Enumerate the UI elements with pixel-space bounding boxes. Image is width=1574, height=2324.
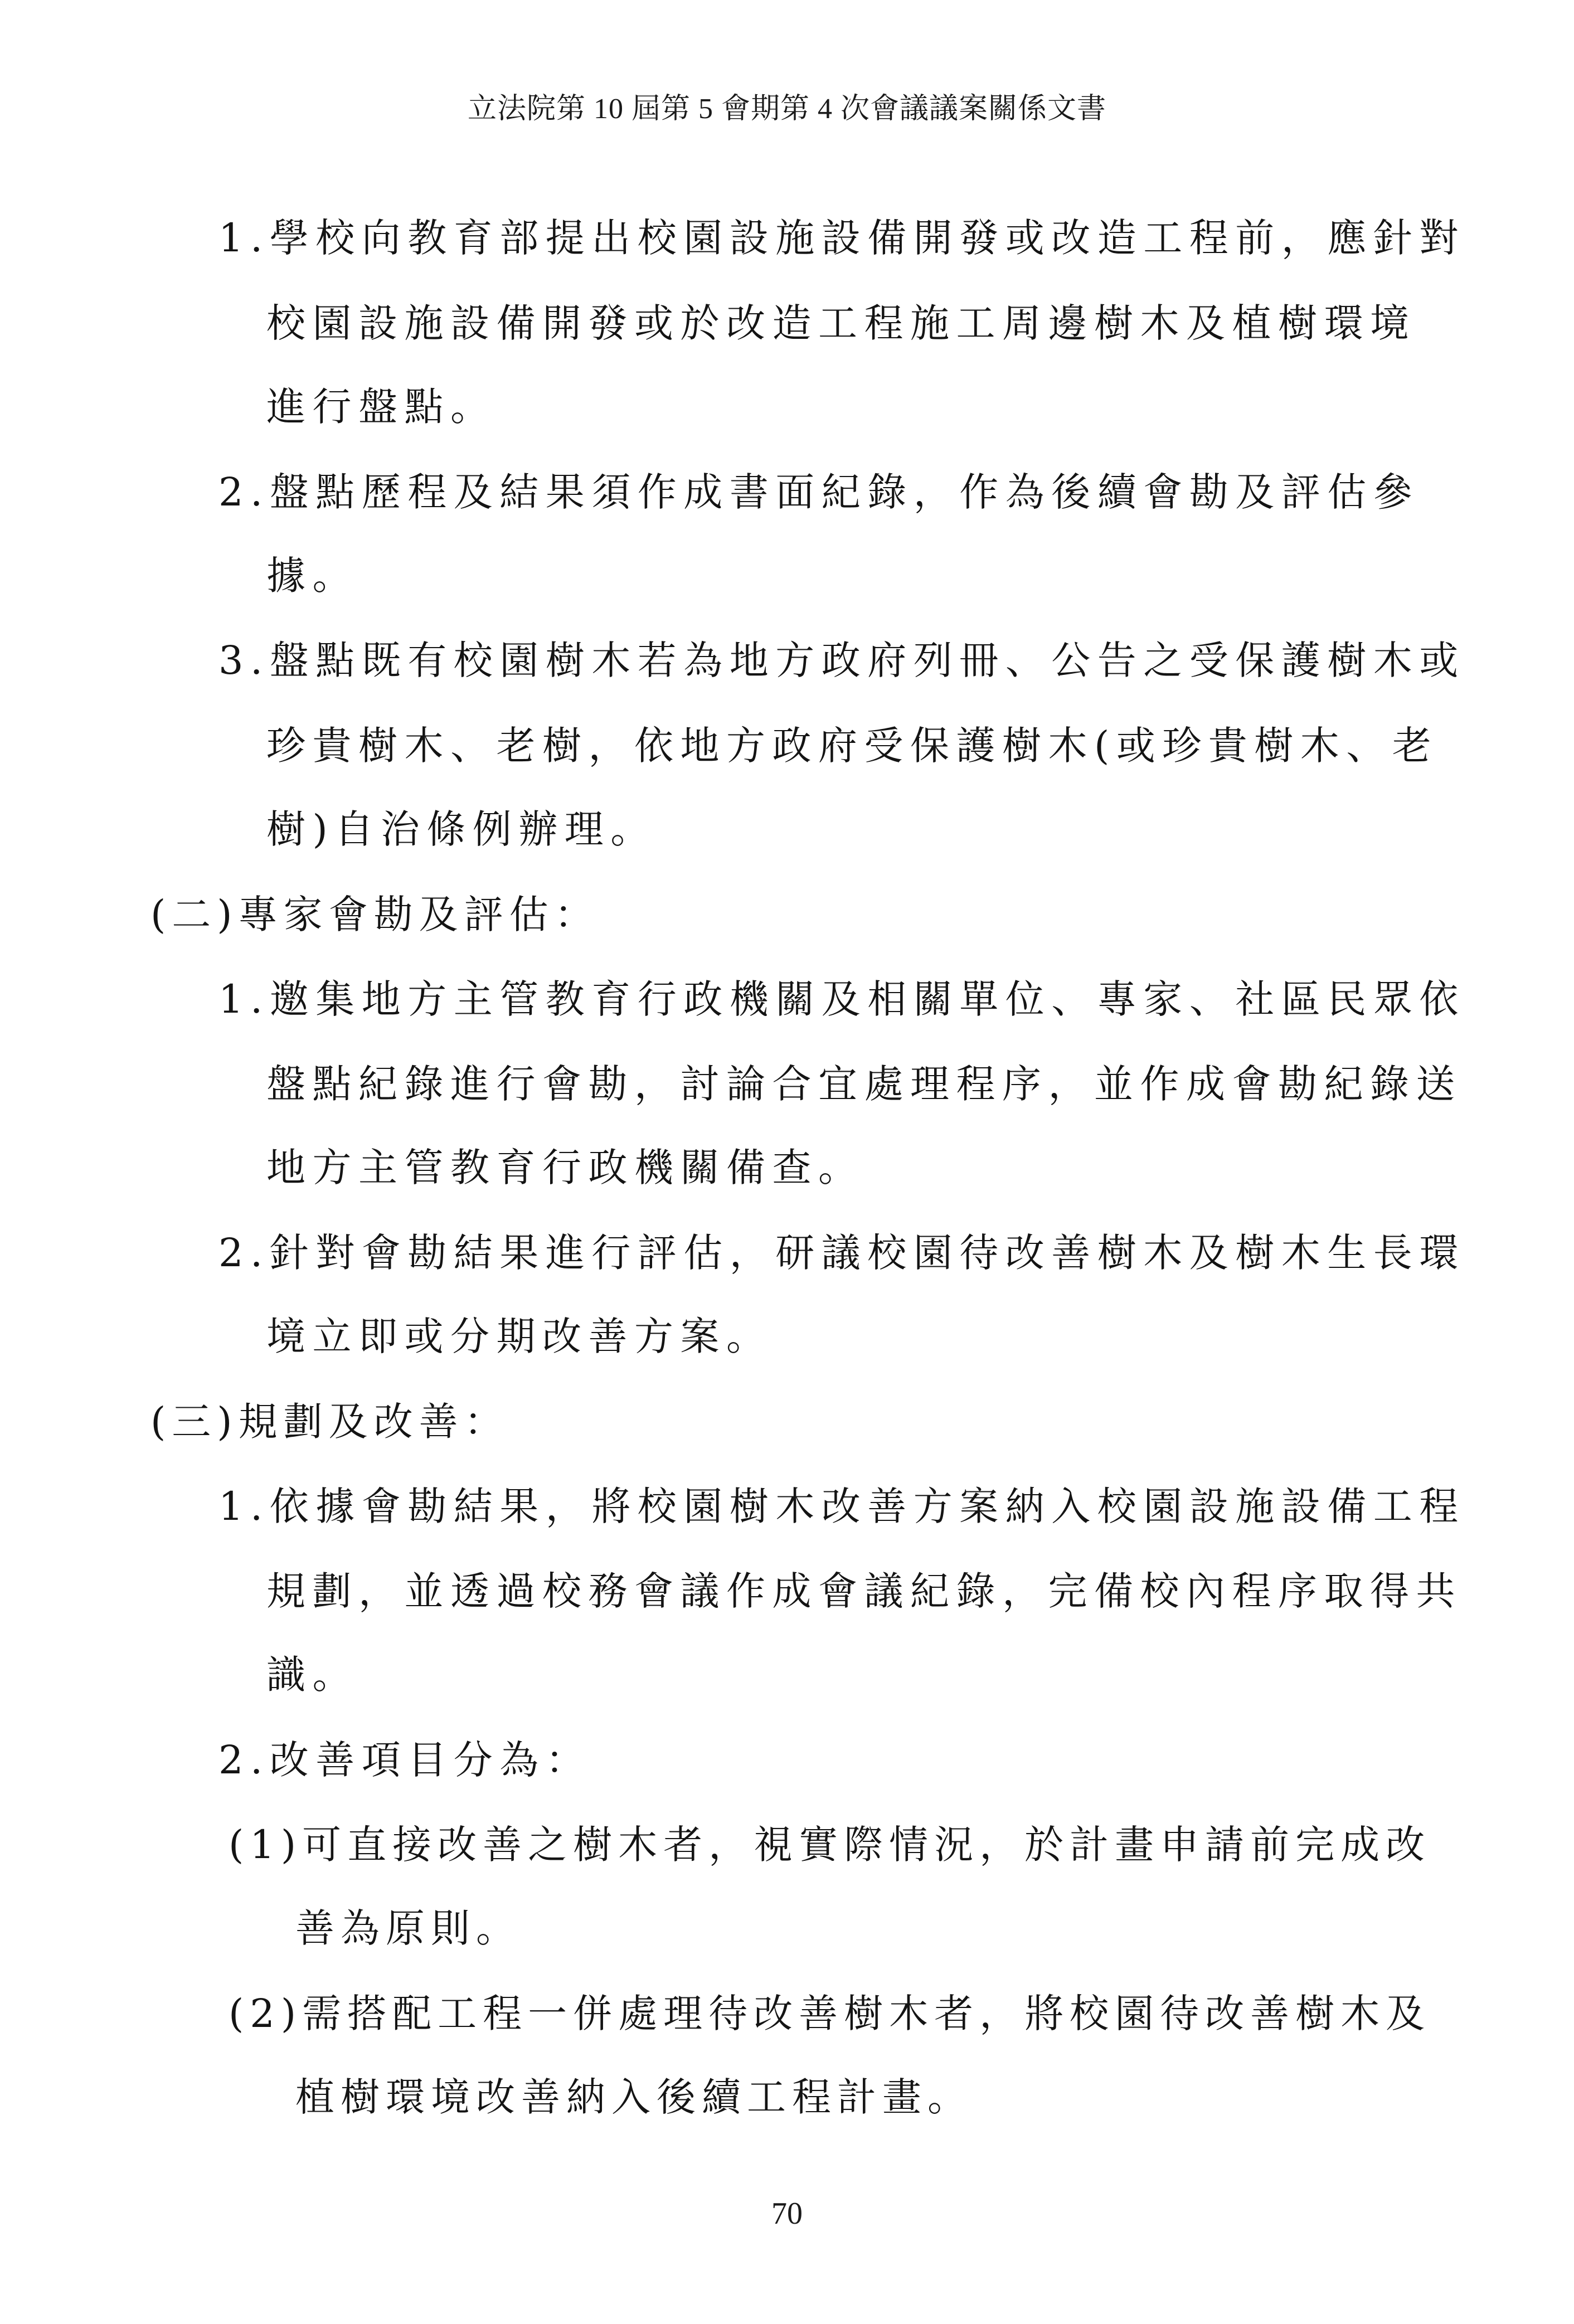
- text-line: 植樹環境改善納入後續工程計畫。: [295, 2074, 973, 2120]
- text-line: 進行盤點。: [266, 384, 497, 430]
- text-line: 1.學校向教育部提出校園設施設備開發或改造工程前，應針對: [218, 215, 1465, 261]
- section-heading: (三)規劃及改善：: [150, 1399, 509, 1445]
- text-line: 1.依據會勘結果，將校園樹木改善方案納入校園設施設備工程: [218, 1484, 1465, 1529]
- text-line: 樹)自治條例辦理。: [266, 806, 657, 852]
- text-line: 據。: [266, 553, 358, 599]
- text-line: 境立即或分期改善方案。: [266, 1314, 773, 1359]
- text-line: (2)需搭配工程一併處理待改善樹木者，將校園待改善樹木及: [229, 1991, 1431, 2036]
- document-header: 立法院第 10 屆第 5 會期第 4 次會議議案關係文書: [467, 93, 1106, 125]
- text-line: 2.盤點歷程及結果須作成書面紀錄，作為後續會勘及評估參: [218, 469, 1420, 515]
- text-line: 規劃，並透過校務會議作成會議紀錄，完備校內程序取得共: [266, 1568, 1462, 1614]
- text-line: 校園設施設備開發或於改造工程施工周邊樹木及植樹環境: [266, 300, 1416, 346]
- text-line: 識。: [266, 1652, 358, 1698]
- text-line: 珍貴樹木、老樹，依地方政府受保護樹木(或珍貴樹木、老: [266, 723, 1439, 769]
- text-line: 2.改善項目分為：: [218, 1737, 592, 1783]
- page-number: 70: [771, 2196, 803, 2231]
- text-line: 善為原則。: [295, 1905, 521, 1951]
- section-heading: (二)專家會勘及評估：: [150, 892, 600, 937]
- text-line: 1.邀集地方主管教育行政機關及相關單位、專家、社區民眾依: [218, 976, 1465, 1022]
- text-line: 地方主管教育行政機關備查。: [266, 1145, 864, 1190]
- text-line: 3.盤點既有校園樹木若為地方政府列冊、公告之受保護樹木或: [218, 638, 1465, 683]
- text-line: 2.針對會勘結果進行評估，研議校園待改善樹木及樹木生長環: [218, 1230, 1465, 1276]
- text-line: 盤點紀錄進行會勘，討論合宜處理程序，並作成會勘紀錄送: [266, 1061, 1462, 1107]
- text-line: (1)可直接改善之樹木者，視實際情況，於計畫申請前完成改: [229, 1822, 1431, 1868]
